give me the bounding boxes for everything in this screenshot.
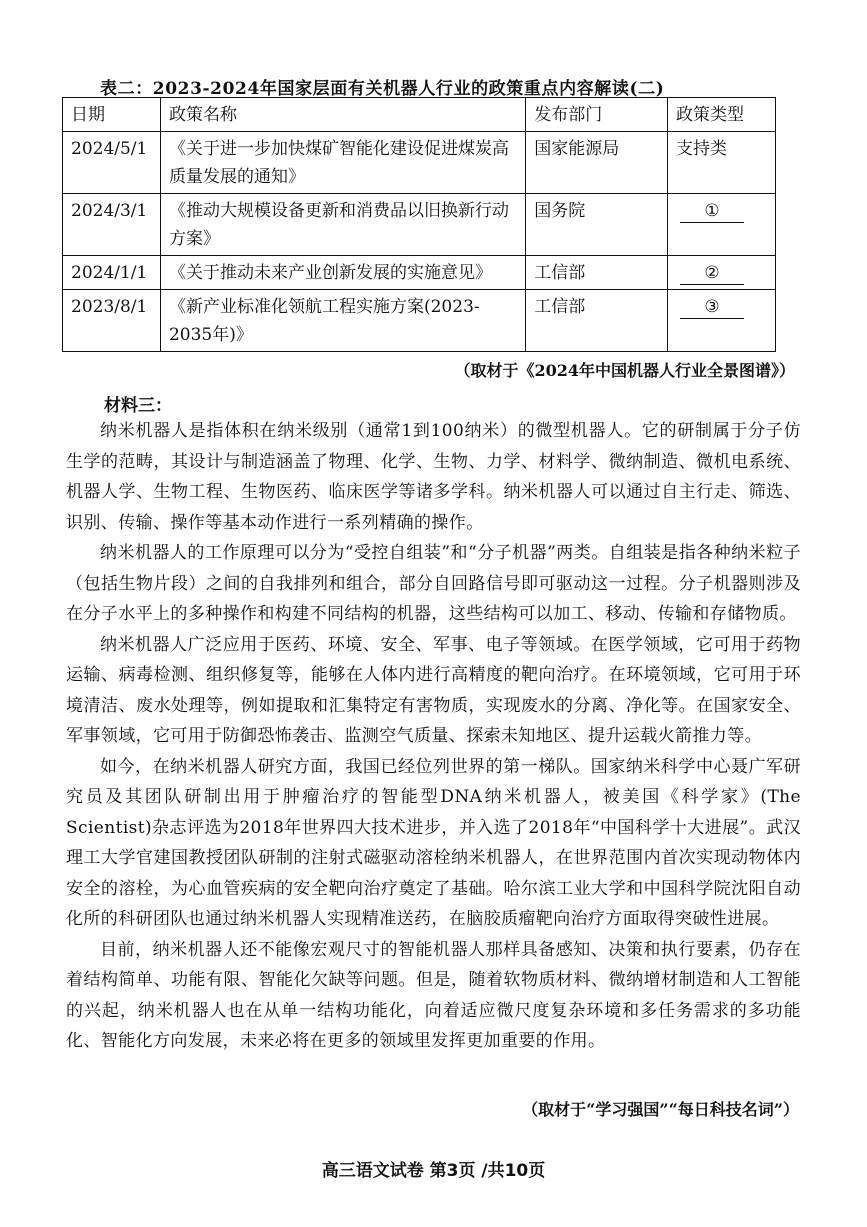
paragraph: 纳米机器人是指体积在纳米级别（通常1到100纳米）的微型机器人。它的研制属于分子仿生学的范畴，其设计与制造涵盖了物理、化学、生物、力学、材料学、微纳制造、微机电系统、机器人学、生物工程、生物医药、临床医学等诸多学科。纳米机器人可以通过自主行走、筛选、识别、传输、操作等基本动作进行一系列精确的操作。 [66, 421, 801, 533]
row-department: 国务院 [526, 194, 668, 256]
paragraph: 目前，纳米机器人还不能像宏观尺寸的智能机器人那样具备感知、决策和执行要素，仍存在着结构简单、功能有限、智能化欠缺等问题。但是，随着软物质材料、微纳增材制造和人工智能的兴起，纳米机器人也在从单一结构功能化，向着适应微尺度复杂环境和多任务需求的多功能化、智能化方向发展，未来必将在更多的领域里发挥更加重要的作用。 [66, 939, 801, 1051]
paragraph: 纳米机器人的工作原理可以分为“受控自组装”和“分子机器”两类。自组装是指各种纳米粒子（包括生物片段）之间的自我排列和组合，部分自回路信号即可驱动这一过程。分子机器则涉及在分子水平上的多种操作和构建不同结构的机器，这些结构可以加工、移动、传输和存储物质。 [66, 543, 801, 624]
answer-blank-2[interactable]: ② [680, 262, 744, 285]
answer-blank-3[interactable]: ③ [680, 296, 744, 319]
header-department: 发布部门 [526, 98, 668, 132]
header-date: 日期 [63, 98, 161, 132]
table-row [63, 194, 776, 256]
table-row [63, 132, 776, 194]
table-row [63, 256, 776, 290]
row-policy-name: 《关于推动未来产业创新发展的实施意见》 [160, 256, 525, 290]
page-footer: 高三语文试卷 第3页 /共10页 [321, 1161, 546, 1181]
paragraph: 如今，在纳米机器人研究方面，我国已经位列世界的第一梯队。国家纳米科学中心聂广军研究员及其团队研制出用于肿瘤治疗的智能型DNA纳米机器人，被美国《科学家》(The Scientist)杂志评选为2018年世界四大技术进步，并入选了2018年“中国科学十大进展”。武汉理工大学官建国教授团队研制的注射式磁驱动溶栓纳米机器人，在世界范围内首次实现动物体内安全的溶栓，为心血管疾病的安全靶向治疗奠定了基础。哈尔滨工业大学和中国科学院沈阳自动化所的科研团队也通过纳米机器人实现精准送药，在脑胶质瘤靶向治疗方面取得突破性进展。 [66, 756, 801, 929]
row-policy-type [668, 194, 776, 256]
table-source-note: （取材于《2024年中国机器人行业全景图谱》） [454, 361, 795, 380]
material-source-note: （取材于“学习强国”“每日科技名词”） [522, 1100, 799, 1119]
row-date: 2024/3/1 [63, 194, 161, 256]
row-policy-name: 《新产业标准化领航工程实施方案(2023-2035年)》 [160, 290, 525, 352]
row-department: 工信部 [526, 256, 668, 290]
material-three-heading: 材料三： [104, 396, 172, 416]
row-date: 2023/8/1 [63, 290, 161, 352]
row-policy-type [668, 256, 776, 290]
paragraph: 纳米机器人广泛应用于医药、环境、安全、军事、电子等领域。在医学领域，它可用于药物运输、病毒检测、组织修复等，能够在人体内进行高精度的靶向治疗。在环境领域，它可用于环境清洁、废水处理等，例如提取和汇集特定有害物质，实现废水的分离、净化等。在国家安全、军事领域，它可用于防御恐怖袭击、监测空气质量、探索未知地区、提升运载火箭推力等。 [66, 634, 801, 746]
row-policy-name: 《关于进一步加快煤矿智能化建设促进煤炭高质量发展的通知》 [160, 132, 525, 194]
header-policy-name: 政策名称 [160, 98, 525, 132]
row-department: 工信部 [526, 290, 668, 352]
table-header-row [63, 98, 776, 132]
row-policy-type [668, 290, 776, 352]
material-three-body [66, 416, 801, 1057]
table-caption: 表二：2023-2024年国家层面有关机器人行业的政策重点内容解读(二) [100, 79, 665, 99]
table-row [63, 290, 776, 352]
row-policy-type: 支持类 [668, 132, 776, 194]
row-department: 国家能源局 [526, 132, 668, 194]
policy-table [62, 97, 776, 352]
answer-blank-1[interactable]: ① [680, 200, 744, 223]
row-date: 2024/5/1 [63, 132, 161, 194]
header-policy-type: 政策类型 [668, 98, 776, 132]
row-date: 2024/1/1 [63, 256, 161, 290]
row-policy-name: 《推动大规模设备更新和消费品以旧换新行动方案》 [160, 194, 525, 256]
